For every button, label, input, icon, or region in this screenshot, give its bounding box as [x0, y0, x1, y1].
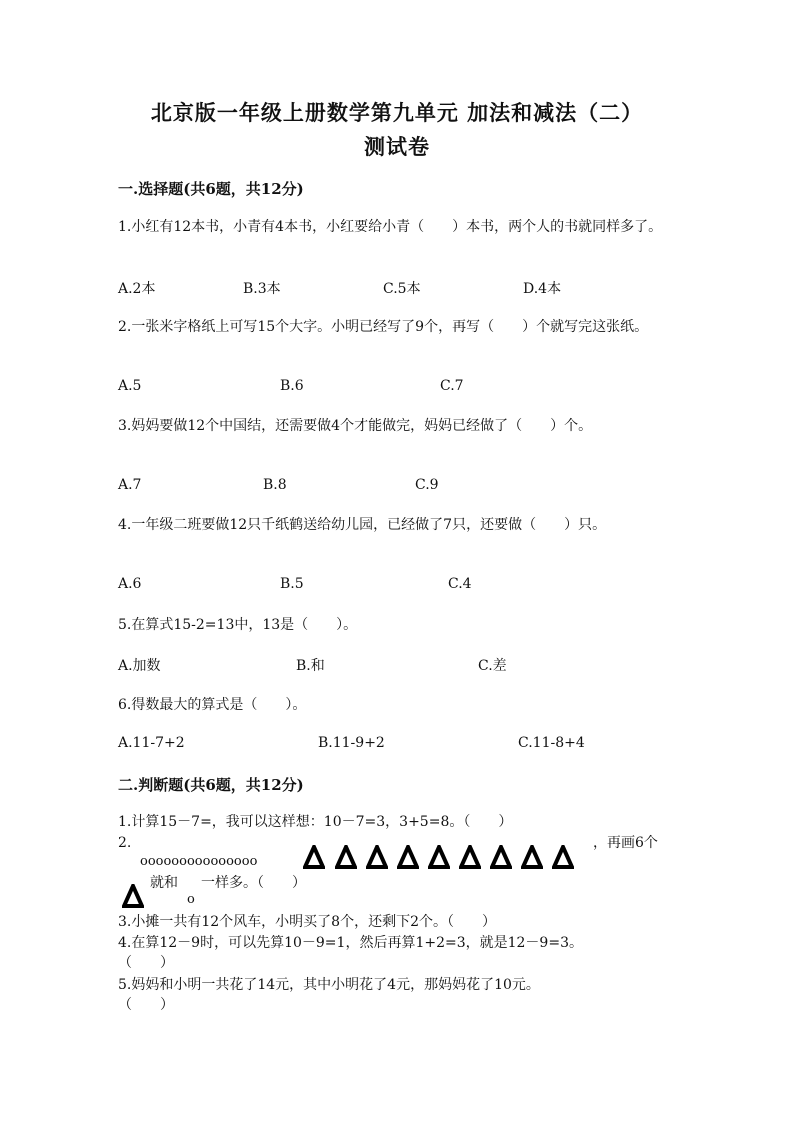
triangle-row	[303, 845, 578, 871]
judge-question-4: 4.在算12－9时，可以先算10－9=1，然后再算1+2=3，就是12－9=3。	[118, 935, 583, 951]
question-1: 1.小红有12本书，小青有4本书，小红要给小青（ ）本书，两个人的书就同样多了。	[118, 219, 663, 235]
question-3-options	[118, 477, 678, 497]
triangle-icon	[490, 845, 512, 869]
option-b[interactable]: B.和	[296, 658, 325, 674]
section-heading-judgement: 二.判断题(共6题，共12分)	[118, 776, 304, 794]
judge-question-2	[118, 833, 678, 913]
option-b[interactable]: B.6	[280, 378, 304, 394]
question-2: 2.一张米字格纸上可写15个大字。小明已经写了9个，再写（ ）个就写完这张纸。	[118, 319, 649, 335]
judge-question-5: 5.妈妈和小明一共花了14元，其中小明花了4元，那妈妈花了10元。	[118, 977, 540, 993]
option-a[interactable]: A.11-7+2	[118, 735, 185, 751]
triangle-icon	[428, 845, 450, 869]
triangle-icon	[335, 845, 357, 869]
question-5-options	[118, 655, 678, 675]
option-c[interactable]: C.4	[448, 576, 472, 592]
page-subtitle: 测试卷	[364, 134, 430, 159]
option-a[interactable]: A.5	[118, 378, 142, 394]
judge-question-3: 3.小摊一共有12个风车，小明买了8个，还剩下2个。（ ）	[118, 914, 496, 930]
question-6-options	[118, 735, 678, 755]
question-3: 3.妈妈要做12个中国结，还需要做4个才能做完，妈妈已经做了（ ）个。	[118, 418, 593, 434]
circle-row: ooooooooooooooo	[140, 854, 258, 869]
triangle-icon	[521, 845, 543, 869]
option-c[interactable]: C.9	[415, 477, 439, 493]
judge-question-2-number: 2.	[118, 835, 132, 851]
judge-question-2-tail2: 一样多。（ ）	[201, 875, 306, 891]
judge-question-4-blank: （ ）	[118, 955, 174, 971]
question-4: 4.一年级二班要做12只千纸鹤送给幼儿园，已经做了7只，还要做（ ）只。	[118, 517, 607, 533]
option-b[interactable]: B.11-9+2	[318, 735, 385, 751]
circle-single: o	[187, 892, 195, 907]
option-b[interactable]: B.3本	[243, 281, 281, 297]
option-c[interactable]: C.7	[440, 378, 464, 394]
option-b[interactable]: B.5	[280, 576, 304, 592]
option-c[interactable]: C.11-8+4	[518, 735, 585, 751]
question-2-options	[118, 378, 678, 398]
page-title: 北京版一年级上册数学第九单元 加法和减法（二）	[150, 100, 644, 125]
option-d[interactable]: D.4本	[523, 281, 562, 297]
option-a[interactable]: A.加数	[118, 658, 161, 674]
question-5: 5.在算式15-2=13中，13是（ ）。	[118, 617, 358, 633]
option-a[interactable]: A.6	[118, 576, 142, 592]
option-b[interactable]: B.8	[263, 477, 287, 493]
question-1-options	[118, 278, 678, 298]
judge-question-5-blank: （ ）	[118, 997, 174, 1013]
section-heading-choice: 一.选择题(共6题，共12分)	[118, 180, 304, 198]
option-c[interactable]: C.差	[478, 658, 507, 674]
option-a[interactable]: A.2本	[118, 281, 156, 297]
triangle-icon	[459, 845, 481, 869]
option-c[interactable]: C.5本	[383, 281, 421, 297]
judge-question-1: 1.计算15－7=，我可以这样想：10－7=3，3+5=8。（ ）	[118, 814, 513, 830]
triangle-icon	[552, 845, 574, 869]
judge-question-2-tail: 就和	[150, 875, 178, 891]
triangle-icon	[303, 845, 325, 869]
triangle-icon	[397, 845, 419, 869]
triangle-icon	[122, 884, 144, 908]
option-a[interactable]: A.7	[118, 477, 142, 493]
triangle-icon	[366, 845, 388, 869]
question-4-options	[118, 576, 678, 596]
question-6: 6.得数最大的算式是（ ）。	[118, 697, 307, 713]
judge-question-2-after: ，再画6个	[593, 835, 658, 851]
